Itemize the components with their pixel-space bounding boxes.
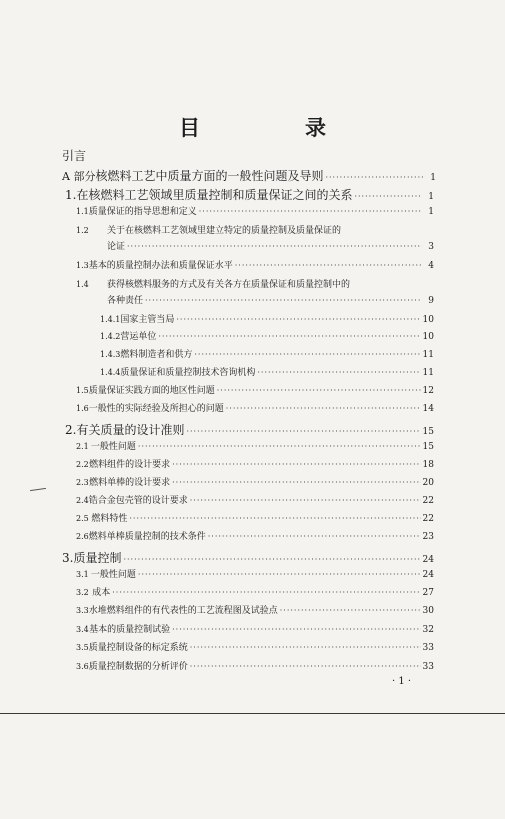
entry-title: 获得核燃料服务的方式及有关各方在质量保证和质量控制中的	[107, 280, 351, 290]
leader-dots	[280, 607, 421, 615]
entry-title: 质量控制数据的分析评价	[88, 662, 188, 672]
toc-entry	[107, 297, 434, 306]
entry-title: 质量控制	[73, 551, 122, 565]
toc-entry	[107, 243, 434, 252]
page-number: 10	[422, 315, 434, 325]
entry-title: 论证	[107, 242, 126, 252]
leader-dots	[208, 533, 421, 541]
entry-title: 一般性的实际经验及所担心的问题	[88, 404, 224, 414]
leader-dots	[158, 333, 420, 341]
entry-title: 质量保证和质量控制技术咨询机构	[120, 368, 256, 378]
page-number: 1	[428, 192, 434, 202]
entry-number: 2.2	[76, 460, 89, 469]
part-label: A 部分	[62, 170, 96, 183]
toc-entry	[76, 533, 434, 542]
leader-dots	[129, 515, 420, 523]
entry-title: 在核燃料工艺领域里质量控制和质量保证之间的关系	[76, 188, 353, 202]
entry-number: 3.3	[76, 606, 89, 615]
entry-title: 各种责任	[107, 296, 144, 306]
leader-dots	[138, 443, 421, 451]
page-number: 33	[422, 662, 434, 672]
entry-title: 有关质量的设计准则	[76, 423, 185, 437]
leader-dots	[138, 571, 421, 579]
leader-dots	[145, 297, 422, 305]
leader-dots	[190, 497, 421, 505]
leader-dots	[127, 243, 422, 251]
page-number: 15	[422, 442, 434, 452]
entry-number: 1.	[65, 188, 77, 202]
toc-entry	[76, 208, 434, 217]
intro-entry: 引言	[62, 149, 87, 163]
toc-entry	[76, 479, 434, 488]
leader-dots	[257, 369, 420, 377]
toc-entry	[76, 515, 434, 524]
leader-dots	[172, 626, 420, 634]
entry-title: 水堆燃料组件的有代表性的工艺流程图及试验点	[88, 606, 278, 616]
entry-number: 3.1	[76, 570, 89, 579]
toc-entry	[76, 281, 434, 290]
toc-entry	[76, 461, 434, 470]
toc-entry	[100, 369, 434, 378]
toc-entry	[76, 644, 434, 653]
entry-title: 燃料单棒的设计要求	[89, 478, 171, 488]
entry-number: 2.5	[76, 514, 89, 523]
entry-number: 1.4.1	[100, 315, 121, 324]
leader-dots	[325, 174, 424, 182]
leader-dots	[190, 663, 421, 671]
page-number: 22	[422, 496, 434, 506]
entry-number: 3.5	[76, 643, 89, 652]
leader-dots	[226, 405, 421, 413]
entry-number: 2.4	[76, 496, 89, 505]
leader-dots	[235, 262, 422, 270]
entry-title: 成本	[92, 588, 111, 598]
toc-entry	[76, 387, 434, 396]
page-number: 15	[422, 427, 434, 437]
entry-title: 燃料制造者和供方	[120, 350, 193, 360]
page-number: 23	[422, 532, 434, 542]
leader-dots	[172, 479, 420, 487]
entry-title: 燃料单棒质量控制的技术条件	[88, 532, 206, 542]
leader-dots	[186, 428, 420, 436]
scan-mark	[30, 488, 46, 491]
entry-number: 1.3	[76, 261, 89, 270]
page-number: 1	[428, 207, 434, 217]
entry-number: 3.2	[76, 588, 89, 597]
entry-title: 锆合金包壳管的设计要求	[88, 496, 188, 506]
entry-number: 1.4.3	[100, 350, 121, 359]
toc-entry	[65, 424, 434, 437]
page-title: 目 录	[179, 115, 368, 140]
entry-title: 质量保证实践方面的地区性问题	[88, 386, 215, 396]
page-number: 24	[422, 555, 434, 565]
entry-number: 3.	[62, 551, 74, 565]
entry-title: 国家主管当局	[120, 315, 175, 325]
entry-number: 1.5	[76, 386, 89, 395]
entry-title: 关于在核燃料工艺领域里建立特定的质量控制及质量保证的	[107, 226, 342, 236]
page-number: 4	[428, 261, 434, 271]
page-number: 32	[422, 625, 434, 635]
entry-number: 3.4	[76, 625, 89, 634]
entry-title: 营运单位	[120, 332, 157, 342]
page-number: 24	[422, 570, 434, 580]
toc-entry	[76, 589, 434, 598]
toc-entry	[76, 607, 434, 616]
leader-dots	[172, 461, 420, 469]
entry-title: 燃料组件的设计要求	[89, 460, 171, 470]
entry-number: 1.6	[76, 404, 89, 413]
page-number: 18	[422, 460, 434, 470]
toc-entry	[76, 571, 434, 580]
leader-dots	[123, 556, 420, 564]
toc-entry	[100, 316, 434, 325]
toc-entry	[100, 351, 434, 360]
leader-dots	[217, 387, 421, 395]
page-number: 33	[422, 643, 434, 653]
toc-entry	[76, 663, 434, 672]
entry-title: 一般性问题	[90, 570, 136, 580]
footer-page-number: · 1 ·	[392, 676, 412, 687]
bottom-rule	[0, 713, 505, 714]
toc-entry	[100, 333, 434, 342]
toc-entry	[76, 443, 434, 452]
page-number: 1	[430, 173, 436, 183]
page-number: 14	[422, 404, 434, 414]
page-number: 27	[422, 588, 434, 598]
page-number: 3	[428, 242, 434, 252]
leader-dots	[354, 193, 422, 201]
page-number: 30	[422, 606, 434, 616]
toc-entry	[76, 227, 434, 236]
page-number: 11	[422, 368, 434, 378]
entry-number: 1.2	[76, 226, 89, 235]
leader-dots	[194, 351, 420, 359]
leader-dots	[190, 644, 421, 652]
leader-dots	[112, 589, 420, 597]
page-number: 11	[422, 350, 434, 360]
entry-title: 燃料特性	[91, 514, 128, 524]
toc-entry	[65, 189, 434, 202]
part-title: 核燃料工艺中质量方面的一般性问题及导则	[95, 169, 324, 183]
leader-dots	[176, 316, 420, 324]
entry-title: 基本的质量控制办法和质量保证水平	[88, 261, 233, 271]
page-number: 10	[422, 332, 434, 342]
entry-number: 1.4.2	[100, 332, 121, 341]
entry-number: 2.6	[76, 532, 89, 541]
toc-entry	[76, 626, 434, 635]
page-number: 22	[422, 514, 434, 524]
entry-title: 一般性问题	[90, 442, 136, 452]
entry-title: 质量控制设备的标定系统	[88, 643, 188, 653]
entry-number: 1.4	[76, 280, 89, 289]
entry-number: 3.6	[76, 662, 89, 671]
page-number: 12	[422, 386, 434, 396]
toc-entry	[62, 552, 434, 565]
entry-number: 2.	[65, 423, 77, 437]
entry-number: 2.1	[76, 442, 89, 451]
entry-title: 基本的质量控制试验	[89, 625, 171, 635]
page-number: 20	[422, 478, 434, 488]
toc-entry	[76, 405, 434, 414]
toc-entry	[76, 262, 434, 271]
toc-entry	[76, 497, 434, 506]
entry-number: 1.4.4	[100, 368, 121, 377]
part-a-entry	[62, 170, 436, 183]
page-number: 9	[428, 296, 434, 306]
leader-dots	[199, 208, 422, 216]
entry-number: 2.3	[76, 478, 89, 487]
entry-number: 1.1	[76, 207, 89, 216]
entry-title: 质量保证的指导思想和定义	[88, 207, 197, 217]
